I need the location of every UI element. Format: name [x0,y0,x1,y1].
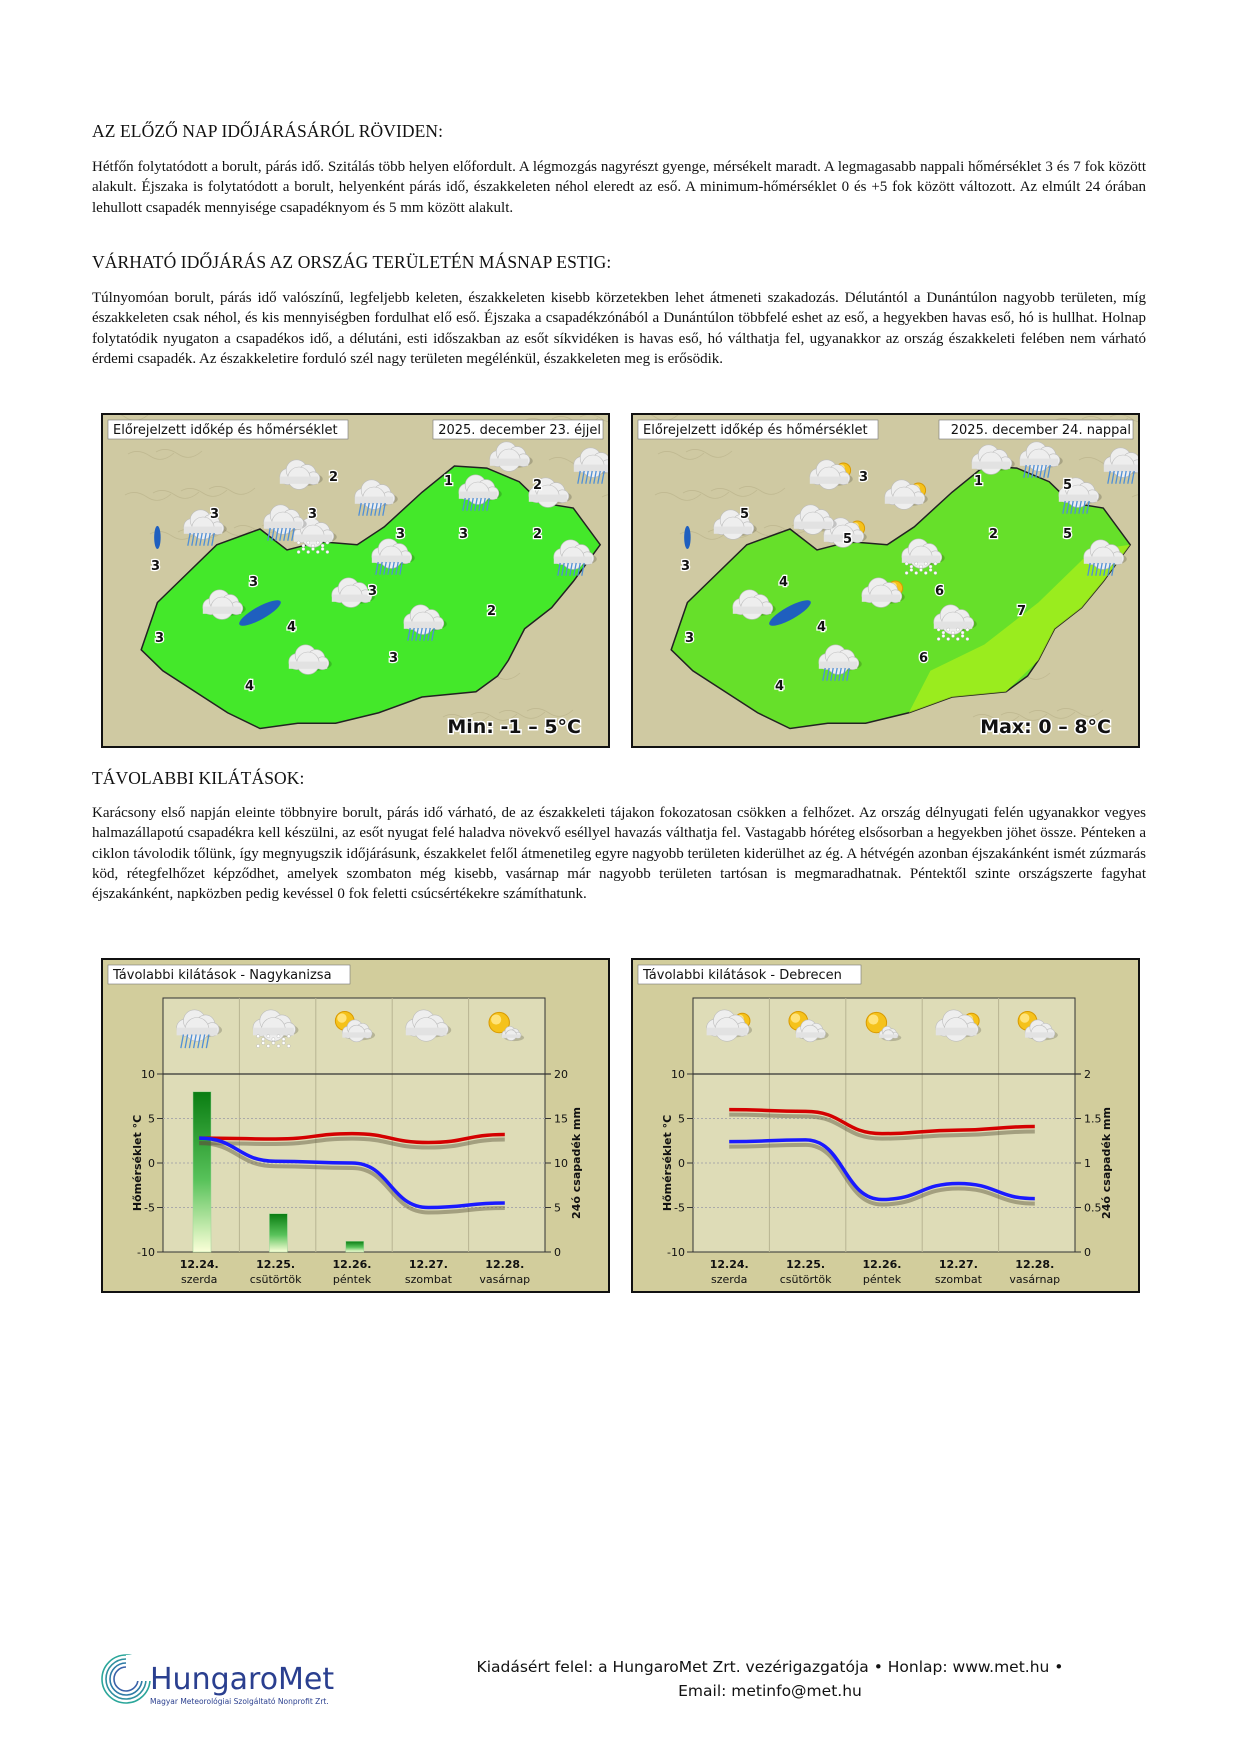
map-temperature-label: 2 [329,470,339,485]
y-tick-label: -5 [674,1201,685,1215]
x-tick-day: szerda [181,1273,218,1286]
map-temperature-label: 5 [740,507,750,522]
x-tick-day: péntek [332,1273,372,1286]
x-tick-day: csütörtök [779,1273,832,1286]
x-tick-day: vasárnap [1009,1273,1061,1286]
map-title: Előrejelzett időkép és hőmérséklet [113,423,338,438]
y2-tick-label: 1.5 [1084,1112,1102,1126]
map-temperature-label: 5 [1063,527,1073,542]
map-range-label: Max: 0 – 8°C [980,716,1111,738]
map-temperature-label: 2 [487,604,497,619]
map-temperature-label: 4 [245,679,255,694]
section-text-previous-day: Hétfőn folytatódott a borult, párás idő. Szitálás több helyen előfordult. A légmozgás nagyrészt gyenge, mérsékelt maradt. A legmagasabb nappali hőmérséklet 3 és 7 fok között alakult. Éjszaka is folytatódott a borult, helyenként párás idő, északkeleten néhol eleredt az eső. A minimum-hőmérséklet 0 és +5 fok között változott. Az elmúlt 24 órában lehullott csapadék mennyisége csapadéknyom és 5 mm között alakult. [92,159,1146,216]
map-temperature-label: 4 [287,620,297,635]
lake-ferto [684,526,690,549]
map-temperature-label: 3 [389,651,399,666]
map-temperature-label: 3 [249,575,259,590]
lake-ferto [154,526,160,549]
y-tick-label: 10 [671,1068,685,1081]
x-tick-date: 12.26. [332,1258,372,1271]
map-temperature-label: 4 [775,679,785,694]
map-date: 2025. december 24. nappal [950,423,1131,438]
footer-email-line: Email: metinfo@met.hu [678,1682,862,1700]
y2-tick-label: 0 [554,1246,561,1259]
map-temperature-label: 2 [989,527,999,542]
precip-bar [346,1241,364,1252]
map-temperature-label: 3 [396,527,406,542]
y-axis-label: Hőmérséklet °C [661,1114,674,1212]
section-text-forecast: Túlnyomóan borult, párás idő valószínű, legfeljebb keleten, északkeleten kisebb körzetekben lehet átmeneti szakadozás. Délutántól a Dunántúlon nagyobb területen, míg északkeleten csak néhol, és kis mennyiségben fordulhat elő eső. Éjszaka a csapadékzónából a Dunántúlon többfelé eshet az eső, a hegyekben havas eső, hó is hullhat. Holnap folytatódik nyugaton a csapadékos idő, a délutáni, esti időszakban az esőt síkvidéken is havas eső, hó válthatja fel, ugyanakkor az ország északkeleti felében nem várható érdemi csapadék. Az északkeletire forduló szél nagy területen megélénkül, északkeleten meg is erősödik. [92,290,1146,367]
x-tick-day: szombat [404,1273,452,1286]
y2-tick-label: 1 [1084,1157,1091,1170]
x-tick-date: 12.25. [786,1258,826,1271]
outlook-chart-nagykanizsa [101,958,610,1293]
y-tick-label: -10 [137,1246,155,1259]
precip-bar [193,1092,211,1252]
y2-axis-label: 24ó csapadék mm [1100,1107,1113,1219]
map-temperature-label: 2 [533,478,543,493]
map-temperature-label: 3 [459,527,469,542]
logo-subtitle: Magyar Meteorológiai Szolgáltató Nonprofit Zrt. [150,1697,329,1706]
y-tick-label: 5 [678,1112,685,1126]
y2-tick-label: 2 [1084,1068,1091,1081]
map-temperature-label: 6 [919,651,929,666]
x-tick-day: szombat [934,1273,982,1286]
section-heading-forecast: VÁRHATÓ IDŐJÁRÁS AZ ORSZÁG TERÜLETÉN MÁSNAP ESTIG: [92,252,612,272]
x-tick-date: 12.26. [862,1258,902,1271]
x-tick-day: vasárnap [479,1273,531,1286]
map-temperature-label: 3 [308,507,318,522]
map-date: 2025. december 23. éjjel [438,423,601,438]
y-tick-label: 5 [148,1112,155,1126]
x-tick-date: 12.27. [938,1258,978,1271]
x-tick-date: 12.28. [485,1258,525,1271]
map-temperature-label: 2 [533,527,543,542]
section-heading-previous-day: AZ ELŐZŐ NAP IDŐJÁRÁSÁRÓL RÖVIDEN: [92,121,444,141]
y2-tick-label: 0.5 [1084,1201,1102,1215]
map-temperature-label: 3 [368,584,378,599]
map-temperature-label: 3 [151,559,161,574]
x-tick-date: 12.27. [408,1258,448,1271]
x-tick-day: péntek [862,1273,902,1286]
map-title: Előrejelzett időkép és hőmérséklet [643,423,868,438]
y-tick-label: 0 [678,1157,685,1170]
section-text-outlook: Karácsony első napján eleinte többnyire borult, párás idő várható, de az északkeleti tájakon fokozatosan csökken a felhőzet. Az ország délnyugati felén ugyanakkor vegyes halmazállapotú csapadékra kell készülni, az esőt nyugat felé haladva növekvő eséllyel havazás válthatja fel. Vastagabb hóréteg elsősorban a hegyekben jöhet össze. Pénteken a ciklon távolodik tőlünk, így megnyugszik időjárásunk, északkelet felől átmenetileg egyre nagyobb területen kiderülhet az ég. A hétvégén azonban éjszakánként ismét zúzmarás köd, rétegfelhőzet képződhet, amelyek szombaton még kisebb, vasárnap már nagyobb területen tartósan is megmaradhatnak. Péntektől szinte országszerte fagyhat éjszakánként, napközben pedig kevéssel 0 fok feletti csúcsértékekre számíthatunk. [92,805,1146,903]
footer-publisher-line: Kiadásért felel: a HungaroMet Zrt. vezérigazgatója • Honlap: www.met.hu • [476,1658,1064,1676]
y-tick-label: -10 [667,1246,685,1259]
map-temperature-label: 7 [1017,604,1027,619]
outlook-chart-debrecen [631,958,1140,1293]
chart-title: Távolabbi kilátások - Nagykanizsa [113,968,332,983]
y-tick-label: 10 [141,1068,155,1081]
y2-tick-label: 20 [554,1068,568,1081]
map-temperature-label: 1 [974,474,984,489]
y2-tick-label: 10 [554,1157,568,1170]
chart-title: Távolabbi kilátások - Debrecen [643,968,842,983]
hungaromet-logo [100,1650,360,1708]
map-temperature-label: 3 [210,507,220,522]
x-tick-date: 12.28. [1015,1258,1055,1271]
y2-tick-label: 15 [554,1112,568,1126]
y2-tick-label: 0 [1084,1246,1091,1259]
y-axis-label: Hőmérséklet °C [131,1114,144,1212]
map-temperature-label: 1 [444,474,454,489]
x-tick-date: 12.24. [709,1258,749,1271]
x-tick-day: szerda [711,1273,748,1286]
x-tick-date: 12.24. [179,1258,219,1271]
map-temperature-label: 3 [685,631,695,646]
map-temperature-label: 3 [859,470,869,485]
precip-bar [269,1214,287,1252]
y2-axis-label: 24ó csapadék mm [570,1107,583,1219]
forecast-map-night [101,413,610,748]
logo-wordmark: HungaroMet [150,1662,335,1697]
x-tick-day: csütörtök [249,1273,302,1286]
y-tick-label: 0 [148,1157,155,1170]
map-temperature-label: 4 [779,575,789,590]
y2-tick-label: 5 [554,1201,561,1215]
map-temperature-label: 4 [817,620,827,635]
footer-text [420,1655,1120,1703]
y-tick-label: -5 [144,1201,155,1215]
forecast-map-day [631,413,1140,748]
x-tick-date: 12.25. [256,1258,296,1271]
map-range-label: Min: -1 – 5°C [447,716,581,738]
section-heading-outlook: TÁVOLABBI KILÁTÁSOK: [92,768,305,788]
map-temperature-label: 6 [935,584,945,599]
map-temperature-label: 3 [155,631,165,646]
map-temperature-label: 3 [681,559,691,574]
map-temperature-label: 5 [843,532,853,547]
map-temperature-label: 5 [1063,478,1073,493]
